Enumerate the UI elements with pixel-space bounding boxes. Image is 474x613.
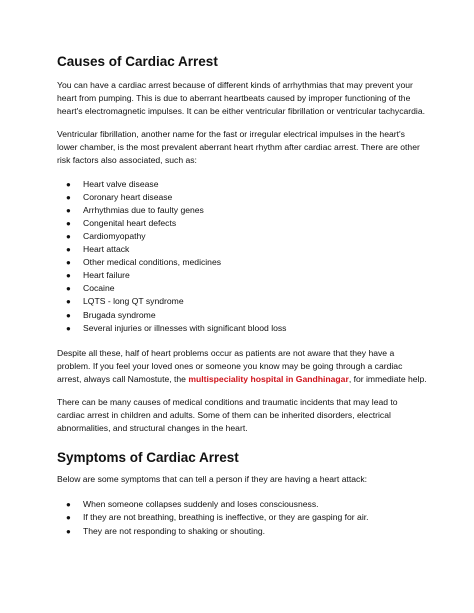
bullet-icon: ● [66,513,71,523]
list-item [57,256,427,269]
list-item-text: Heart failure [83,270,130,281]
list-item-text: Other medical conditions, medicines [83,257,222,268]
symptoms-intro: Below are some symptoms that can tell a person if they are having a heart attack: [57,474,368,485]
list-item [57,230,427,243]
list-item-text: LQTS - long QT syndrome [83,296,184,307]
list-item-text: Heart valve disease [83,178,159,189]
list-item [57,295,427,308]
list-item [57,511,427,524]
bullet-icon: ● [66,297,71,307]
list-item [57,178,427,191]
bullet-icon: ● [66,323,71,333]
paragraph-text: , for immediate help. [348,373,427,384]
list-item-text: Brugada syndrome [83,309,156,320]
bullet-icon: ● [66,218,71,228]
list-item [57,243,427,256]
list-item [57,269,427,282]
list-item-text: If they are not breathing, breathing is ineffective, or they are gasping for air. [83,512,369,523]
list-item-text: Coronary heart disease [83,191,173,202]
list-item [57,498,427,511]
causes-paragraph-1: You can have a cardiac arrest because of different kinds of arrhythmias that may prevent your heart from pumping. This is due to aberrant heartbeats caused by improper functioning of the heart's electromagnetic impulses. It can be either ventricular fibrillation or ventricular tachycardia. [57,80,425,117]
causes-paragraph-2: Ventricular fibrillation, another name for the fast or irregular electrical impulses in the heart's lower chamber, is the most prevalent aberrant heart rhythm after cardiac arrest. There are other risk factors also associated, such as: [57,129,420,166]
list-item [57,191,427,204]
document-content [57,54,427,538]
bullet-icon: ● [66,526,71,536]
symptoms-list [57,498,427,537]
list-item-text: They are not responding to shaking or shouting. [83,525,266,536]
risk-factors-list [57,178,427,335]
list-item-text: Cardiomyopathy [83,230,146,241]
bullet-icon: ● [66,192,71,202]
list-item-text: Heart attack [83,244,130,255]
bullet-icon: ● [66,231,71,241]
list-item [57,525,427,538]
hospital-link[interactable]: multispeciality hospital in Gandhinagar [188,373,349,384]
bullet-icon: ● [66,179,71,189]
bullet-icon: ● [66,205,71,215]
bullet-icon: ● [66,500,71,510]
paragraph-text: Despite all these, half of heart problems occur as patients are not aware that they have a problem. If you feel your loved ones or someone you know may be going through a cardiac arrest, always call Namostute, the [57,347,403,384]
causes-heading: Causes of Cardiac Arrest [57,54,218,69]
list-item [57,204,427,217]
list-item-text: Cocaine [83,283,115,294]
causes-paragraph-4: There can be many causes of medical conditions and traumatic incidents that may lead to cardiac arrest in children and adults. Some of them can be inherited disorders, electrical abnormalities, and structural changes in the heart. [57,396,398,434]
list-item-text: Several injuries or illnesses with significant blood loss [83,322,287,333]
list-item [57,322,427,335]
list-item-text: Congenital heart defects [83,217,177,228]
symptoms-heading: Symptoms of Cardiac Arrest [57,450,239,466]
bullet-icon: ● [66,284,71,294]
causes-paragraph-3 [57,347,427,386]
list-item [57,282,427,295]
list-item-text: Arrhythmias due to faulty genes [83,204,204,215]
bullet-icon: ● [66,258,71,268]
list-item [57,309,427,322]
bullet-icon: ● [66,271,71,281]
list-item-text: When someone collapses suddenly and loses consciousness. [83,499,319,510]
bullet-icon: ● [66,245,71,255]
bullet-icon: ● [66,310,71,320]
list-item [57,217,427,230]
